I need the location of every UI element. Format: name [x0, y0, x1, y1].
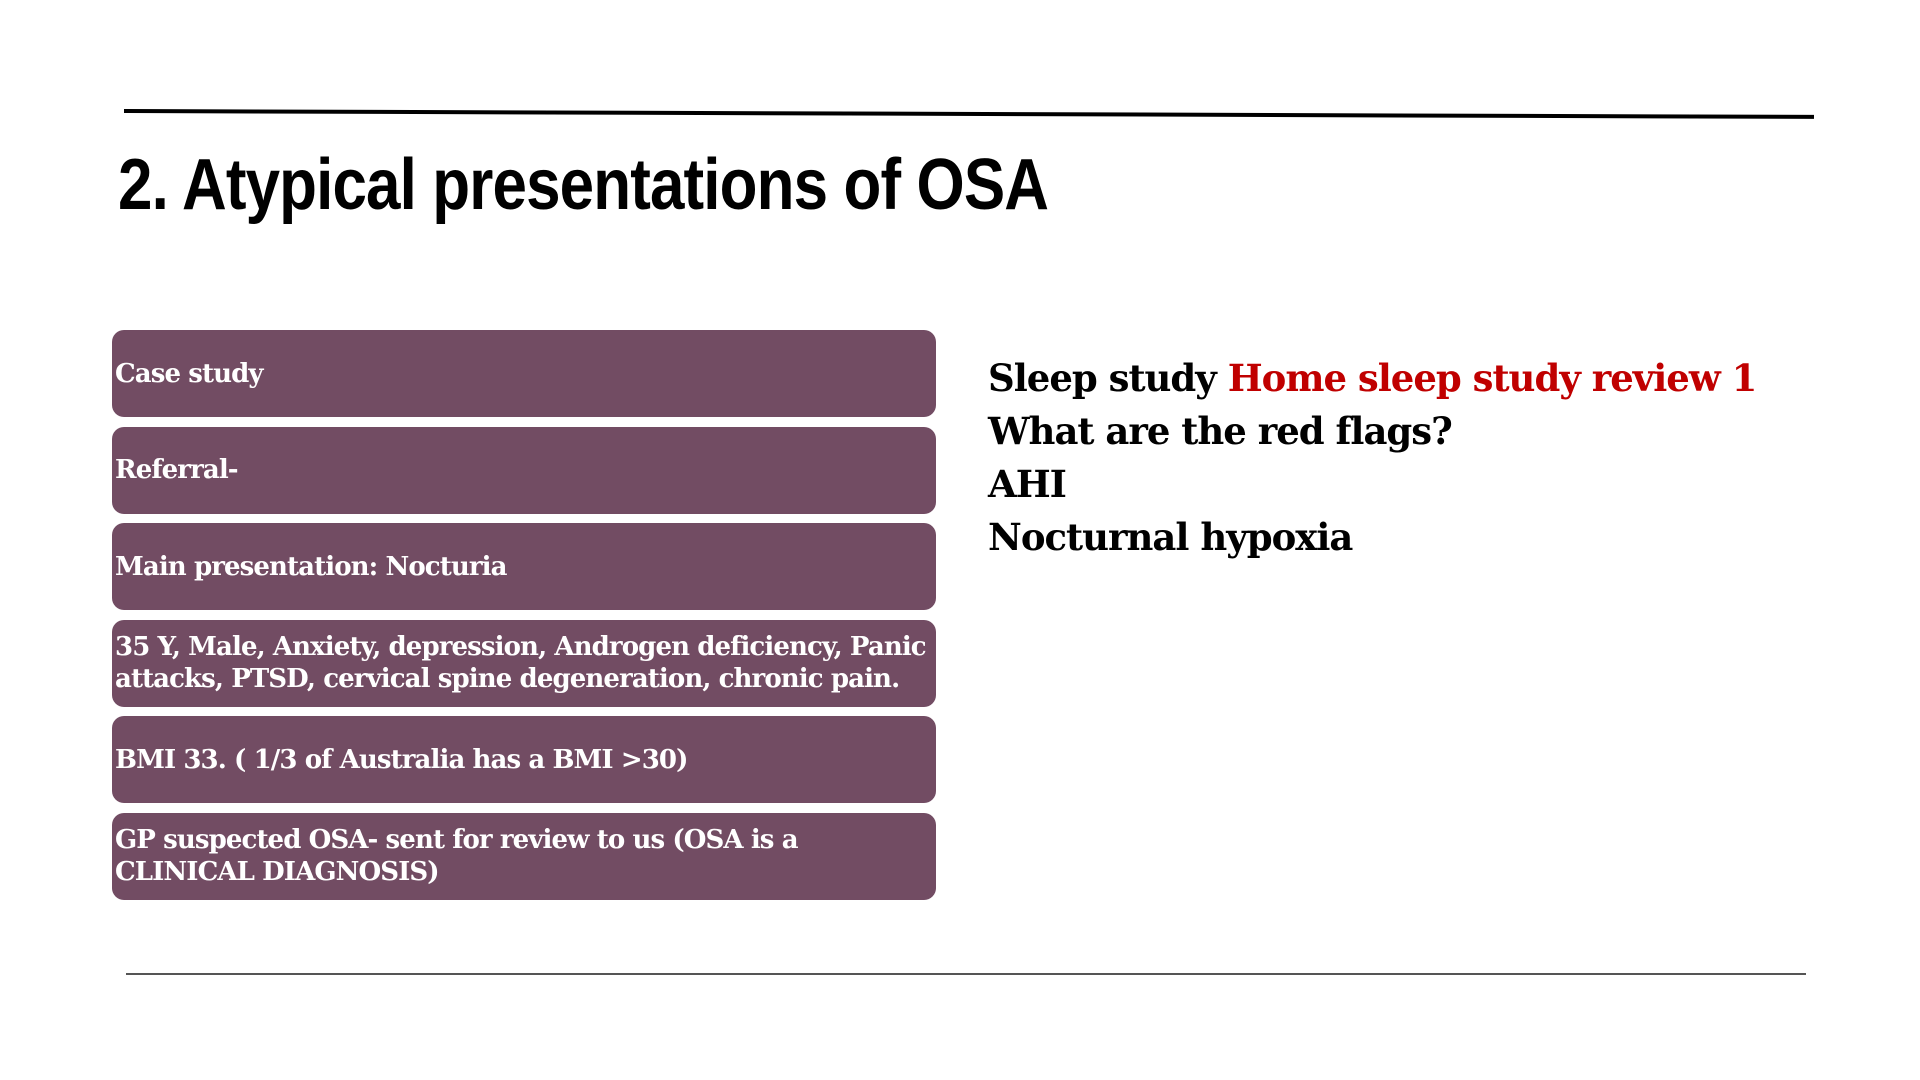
sleep-study-panel	[988, 352, 1756, 564]
case-box-patient-history: 35 Y, Male, Anxiety, depression, Androgen deficiency, Panic attacks, PTSD, cervical spine degeneration, chronic pain.	[112, 620, 936, 707]
sleep-study-label: Sleep study	[988, 356, 1216, 400]
red-flag-ahi: AHI	[988, 462, 1066, 506]
red-flags-question: What are the red flags?	[988, 409, 1452, 453]
top-divider	[124, 109, 1814, 119]
red-flag-nocturnal-hypoxia: Nocturnal hypoxia	[988, 515, 1353, 559]
case-study-list	[112, 330, 936, 909]
slide-title: 2. Atypical presentations of OSA	[118, 145, 1049, 225]
bottom-divider	[126, 973, 1806, 975]
case-box-bmi: BMI 33. ( 1/3 of Australia has a BMI >30)	[112, 716, 936, 803]
case-box-main-presentation: Main presentation: Nocturia	[112, 523, 936, 610]
home-sleep-study-link[interactable]: Home sleep study review 1	[1227, 356, 1757, 400]
case-box-case-study: Case study	[112, 330, 936, 417]
sleep-study-line	[988, 352, 1756, 405]
case-box-referral: Referral-	[112, 427, 936, 514]
case-box-gp-referral: GP suspected OSA- sent for review to us (OSA is a CLINICAL DIAGNOSIS)	[112, 813, 936, 900]
